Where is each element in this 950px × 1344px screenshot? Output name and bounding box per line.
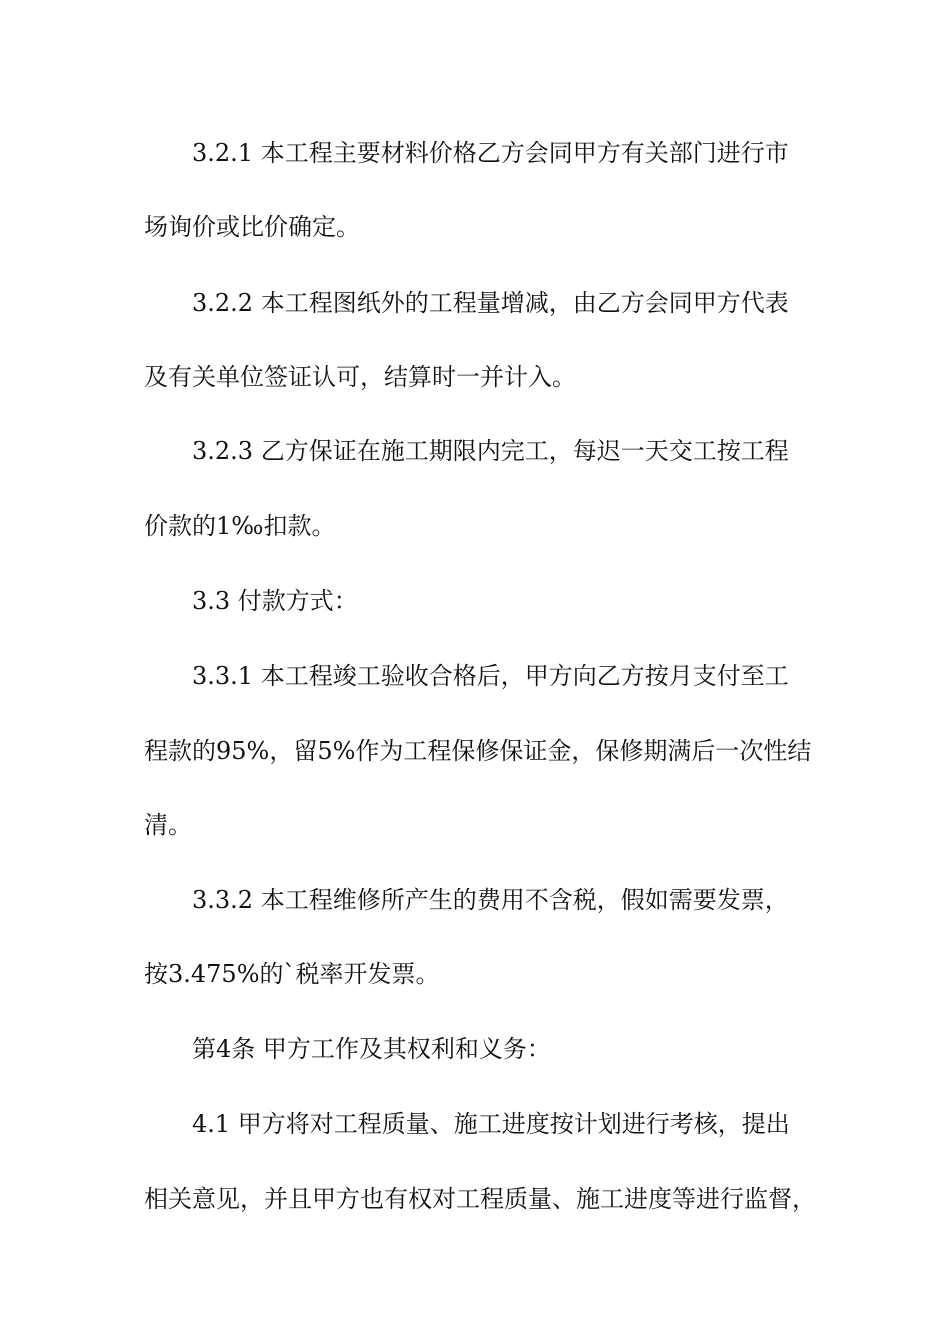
text-line: 程款的95%，留5%作为工程保修保证金，保修期满后一次性结 — [144, 737, 812, 765]
text-line: 4.1 甲方将对工程质量、施工进度按计划进行考核，提出 — [192, 1110, 790, 1138]
text-line: 3.2.2 本工程图纸外的工程量增减，由乙方会同甲方代表 — [192, 289, 789, 317]
text-line: 及有关单位签证认可，结算时一并计入。 — [144, 363, 576, 391]
text-line: 场询价或比价确定。 — [144, 213, 360, 241]
text-line: 3.3.2 本工程维修所产生的费用不含税，假如需要发票， — [192, 886, 789, 914]
text-line: 清。 — [144, 811, 192, 839]
text-line: 3.3.1 本工程竣工验收合格后，甲方向乙方按月支付至工 — [192, 662, 789, 690]
text-line: 3.2.3 乙方保证在施工期限内完工，每迟一天交工按工程 — [192, 437, 789, 465]
text-line: 相关意见，并且甲方也有权对工程质量、施工进度等进行监督， — [144, 1185, 816, 1213]
text-line: 3.2.1 本工程主要材料价格乙方会同甲方有关部门进行市 — [192, 139, 789, 167]
text-line: 按3.475%的`税率开发票。 — [144, 960, 440, 988]
article-heading: 第4条 甲方工作及其权利和义务： — [192, 1035, 551, 1063]
section-heading: 3.3 付款方式： — [192, 587, 358, 615]
text-line: 价款的1‰扣款。 — [144, 512, 336, 540]
